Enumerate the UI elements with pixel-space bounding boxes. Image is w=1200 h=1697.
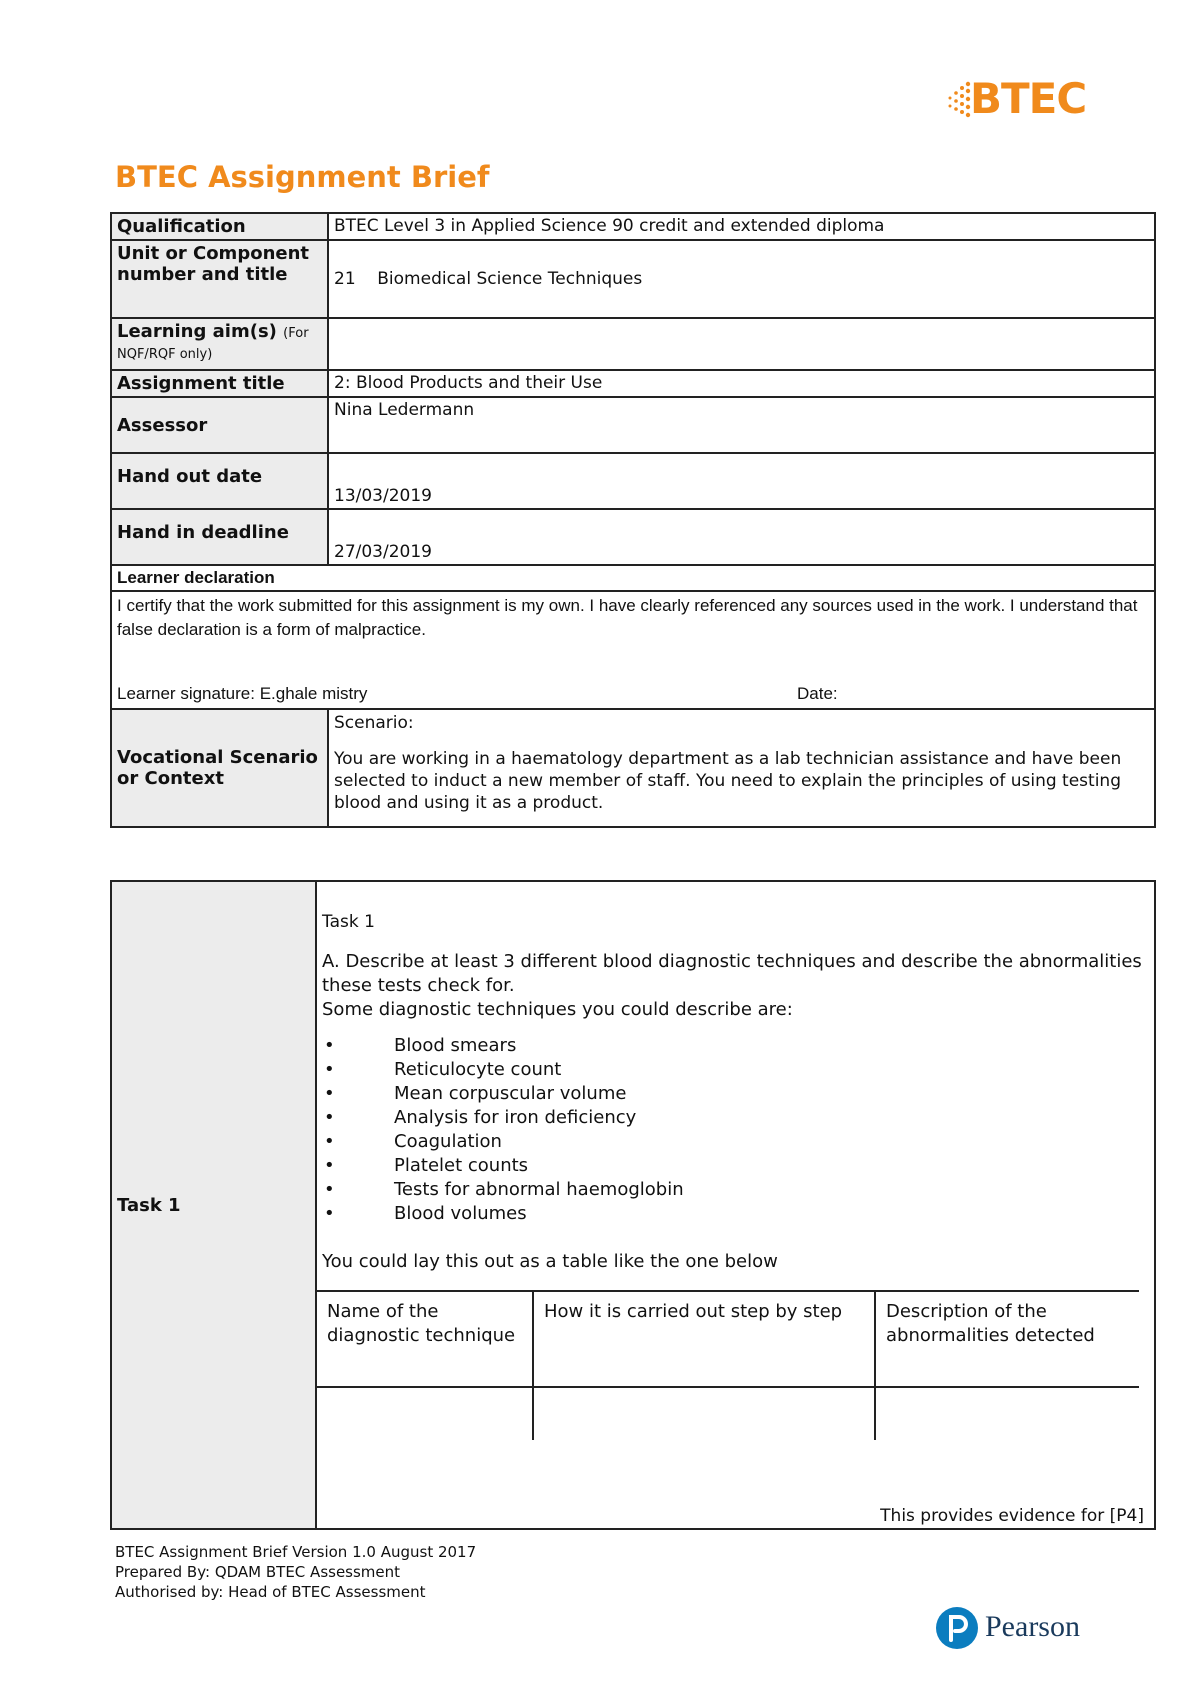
technique-list [322, 1034, 1144, 1226]
footer-version: BTEC Assignment Brief Version 1.0 August 2017 [115, 1543, 477, 1561]
assignment-title-label: Assignment title [111, 370, 328, 397]
qualification-label: Qualification [111, 213, 328, 240]
table-header-row [317, 1291, 1139, 1387]
qualification-value: BTEC Level 3 in Applied Science 90 credit and extended diploma [328, 213, 1155, 240]
table-intro: You could lay this out as a table like the one below [322, 1251, 778, 1272]
task-body [316, 881, 1155, 1529]
hand-out-date-row [111, 453, 1155, 509]
assignment-details-table [110, 212, 1156, 828]
evidence-note: This provides evidence for [P4] [880, 1506, 1144, 1526]
list-item: • Coagulation [322, 1130, 1144, 1154]
scenario-text: You are working in a haematology department as a lab technician assistance and have been selected to induct a new member of staff. You need to explain the principles of using testing blood and using it as a product. [334, 749, 1122, 813]
footer-authorised-by: Authorised by: Head of BTEC Assessment [115, 1583, 426, 1601]
scenario-heading: Scenario: [334, 713, 414, 733]
hand-out-date-value: 13/03/2019 [328, 453, 1155, 509]
learning-aim-note: (For NQF/RQF only) [117, 326, 309, 362]
scenario-row [111, 709, 1155, 827]
list-item: • Blood volumes [322, 1202, 1144, 1226]
column-header-method: How it is carried out step by step [533, 1291, 875, 1387]
qualification-row [111, 213, 1155, 240]
scenario-value [328, 709, 1155, 827]
hand-out-date-label: Hand out date [111, 453, 328, 509]
assessor-row [111, 397, 1155, 453]
learner-declaration-row [111, 591, 1155, 709]
learning-aim-value [328, 318, 1155, 370]
learning-aim-row [111, 318, 1155, 370]
hand-in-deadline-row [111, 509, 1155, 565]
assessor-value: Nina Ledermann [328, 397, 1155, 453]
list-item: • Analysis for iron deficiency [322, 1106, 1144, 1130]
list-item: • Mean corpuscular volume [322, 1082, 1144, 1106]
assignment-title-row [111, 370, 1155, 397]
list-item: • Tests for abnormal haemoglobin [322, 1178, 1144, 1202]
pearson-logo [935, 1606, 1095, 1656]
pearson-p-icon [935, 1606, 979, 1650]
declaration-date-label: Date: [797, 684, 838, 703]
unit-title: Biomedical Science Techniques [377, 269, 643, 289]
btec-logo-dots-icon [940, 80, 974, 120]
list-item: • Reticulocyte count [322, 1058, 1144, 1082]
task-label: Task 1 [111, 881, 316, 1529]
list-item: • Platelet counts [322, 1154, 1144, 1178]
column-header-abnormalities: Description of the abnormalities detected [875, 1291, 1139, 1387]
list-item: • Blood smears [322, 1034, 1144, 1058]
scenario-label: Vocational Scenario or Context [111, 709, 328, 827]
unit-value [328, 240, 1155, 318]
assessor-label: Assessor [111, 397, 328, 453]
btec-logo-text: BTEC [970, 74, 1087, 123]
learner-signature: Learner signature: E.ghale mistry [117, 684, 368, 703]
assignment-title-value: 2: Blood Products and their Use [328, 370, 1155, 397]
learner-declaration-header-row [111, 565, 1155, 591]
learner-declaration-cell [111, 591, 1155, 709]
hand-in-deadline-label: Hand in deadline [111, 509, 328, 565]
learning-aim-label-text: Learning aim(s) [117, 321, 277, 342]
task-heading: Task 1 [322, 912, 375, 932]
learner-declaration-text: I certify that the work submitted for this assignment is my own. I have clearly referenced any sources used in the work. I understand that false declaration is a form of malpractice. [117, 596, 1138, 639]
task-instruction-b: Some diagnostic techniques you could describe are: [322, 999, 793, 1020]
unit-row [111, 240, 1155, 318]
unit-label: Unit or Component number and title [111, 240, 328, 318]
table-row [317, 1387, 1139, 1440]
learning-aim-label [111, 318, 328, 370]
task-instruction-a: A. Describe at least 3 different blood diagnostic techniques and describe the abnormalities these tests check for. [322, 951, 1142, 996]
technique-layout-table [317, 1290, 1139, 1440]
btec-logo [940, 74, 1090, 134]
unit-number: 21 [334, 269, 356, 289]
table-cell [533, 1387, 875, 1440]
document-footer [115, 1542, 476, 1602]
task-table [110, 880, 1156, 1530]
pearson-logo-text: Pearson [985, 1610, 1080, 1643]
footer-prepared-by: Prepared By: QDAM BTEC Assessment [115, 1563, 401, 1581]
task-row [111, 881, 1155, 1529]
learner-declaration-label: Learner declaration [111, 565, 1155, 591]
hand-in-deadline-value: 27/03/2019 [328, 509, 1155, 565]
table-cell [317, 1387, 533, 1440]
table-cell [875, 1387, 1139, 1440]
column-header-name: Name of the diagnostic technique [317, 1291, 533, 1387]
page-title: BTEC Assignment Brief [115, 160, 490, 194]
